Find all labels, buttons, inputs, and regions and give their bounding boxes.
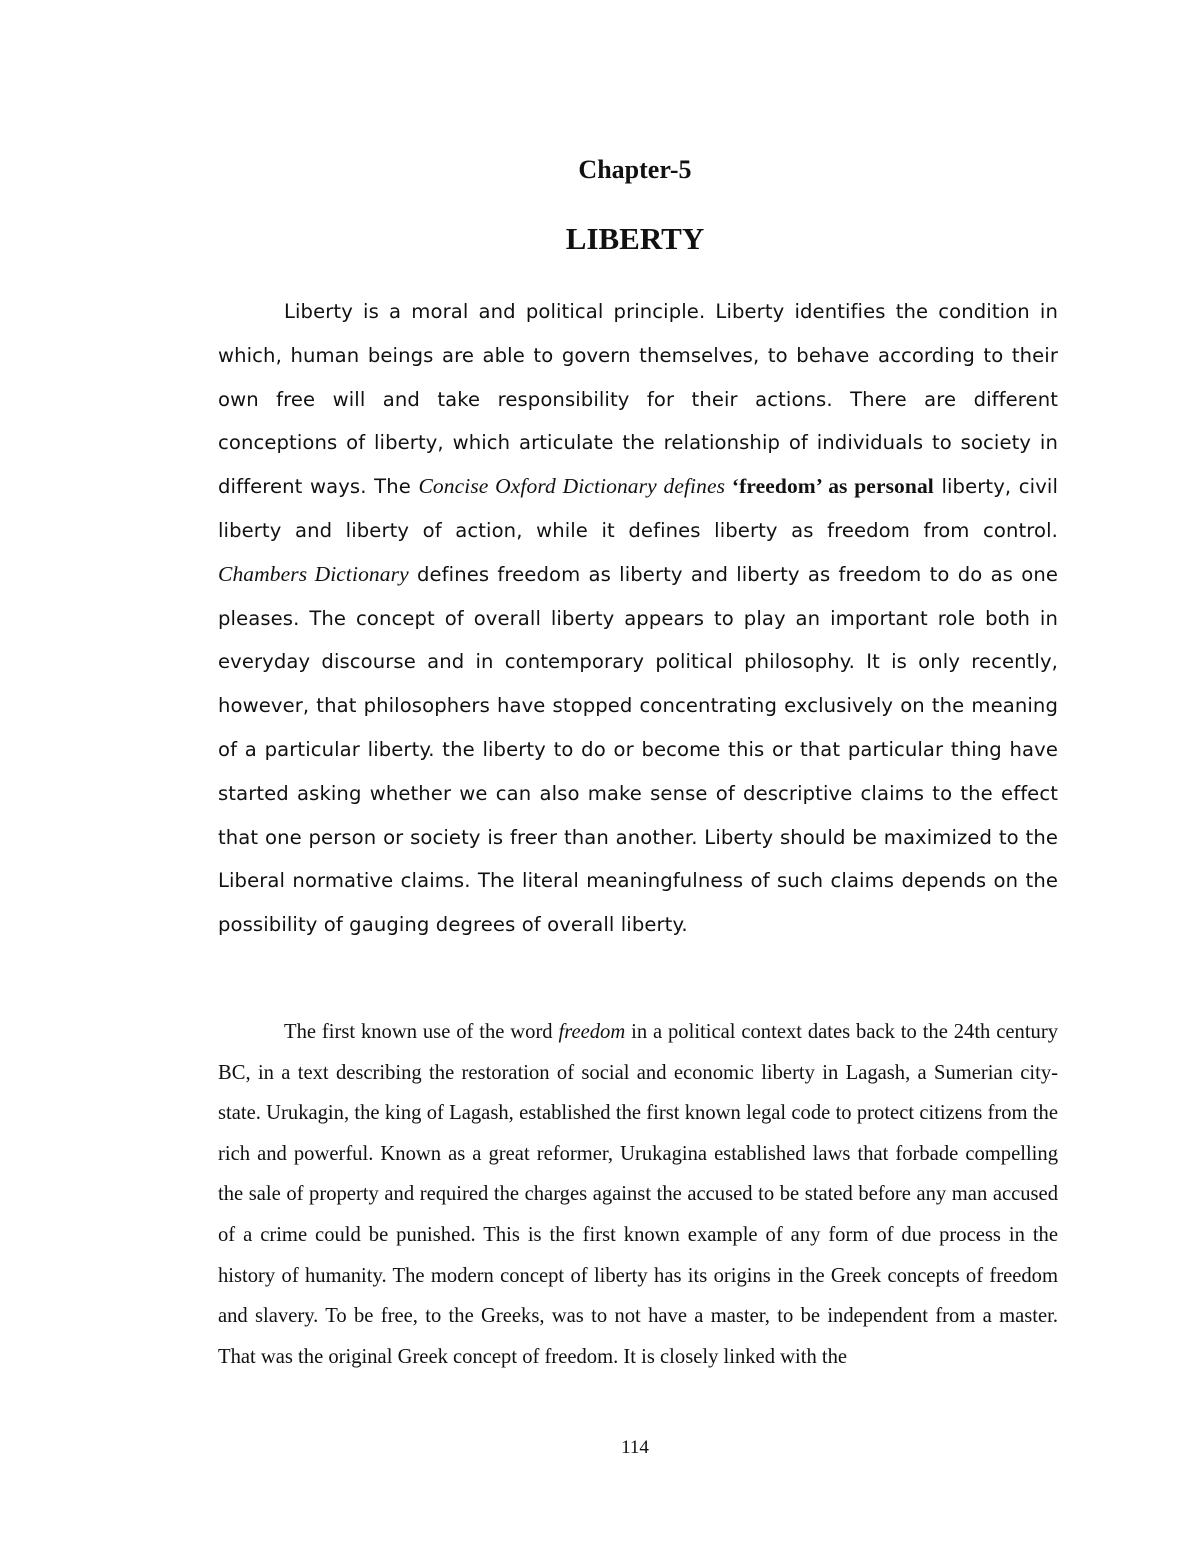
- page-number: 114: [621, 1437, 649, 1458]
- chambers-dictionary-title: Chambers Dictionary: [218, 561, 409, 586]
- chapter-title: LIBERTY: [565, 221, 705, 256]
- chapter-label: Chapter-5: [578, 155, 692, 184]
- concise-oxford-dictionary-title: Concise Oxford Dictionary defines: [418, 474, 726, 499]
- body-paragraph-1: [218, 290, 1058, 947]
- paragraph-1-text-c: defines freedom as liberty and liberty as freedom to do as one pleases. The concept of overall liberty appears to play an important role both in everyday discourse and in contemporary political philosophy. It is only recently, however, that philosophers have stopped concentrating exclusively on the meaning of a particular liberty. the liberty to do or become this or that particular thing have started asking whether we can also make sense of descriptive claims to the effect that one person or society is freer than another. Liberty should be maximized to the Liberal normative claims. The literal meaningfulness of such claims depends on the possibility of gauging degrees of overall liberty.: [218, 562, 1058, 937]
- freedom-term: freedom: [558, 1021, 626, 1043]
- paragraph-2-text-b: in a political context dates back to the 24th century BC, in a text describing the restoration of social and economic liberty in Lagash, a Sumerian city-state. Urukagin, the king of Lagash, established the first known legal code to protect citizens from the rich and powerful. Known as a great reformer, Urukagina established laws that forbade compelling the sale of property and required the charges against the accused to be stated before any man accused of a crime could be punished. This is the first known example of any form of due process in the history of humanity. The modern concept of liberty has its origins in the Greek concepts of freedom and slavery. To be free, to the Greeks, was to not have a master, to be independent from a master. That was the original Greek concept of freedom. It is closely linked with the: [218, 1021, 1058, 1368]
- freedom-quote: ‘freedom’ as personal: [725, 474, 934, 499]
- paragraph-2-text-a: The first known use of the word: [284, 1021, 559, 1043]
- body-paragraph-2: [218, 1012, 1058, 1377]
- paragraph-1-text-b: liberty, civil liberty and liberty of action, while it defines liberty as freedom from control.: [218, 475, 1058, 542]
- paragraph-1-text-a: Liberty is a moral and political principle. Liberty identifies the condition in which, human beings are able to govern themselves, to behave according to their own free will and take responsibility for their actions. There are different conceptions of liberty, which articulate the relationship of individuals to society in different ways. The: [218, 300, 1058, 499]
